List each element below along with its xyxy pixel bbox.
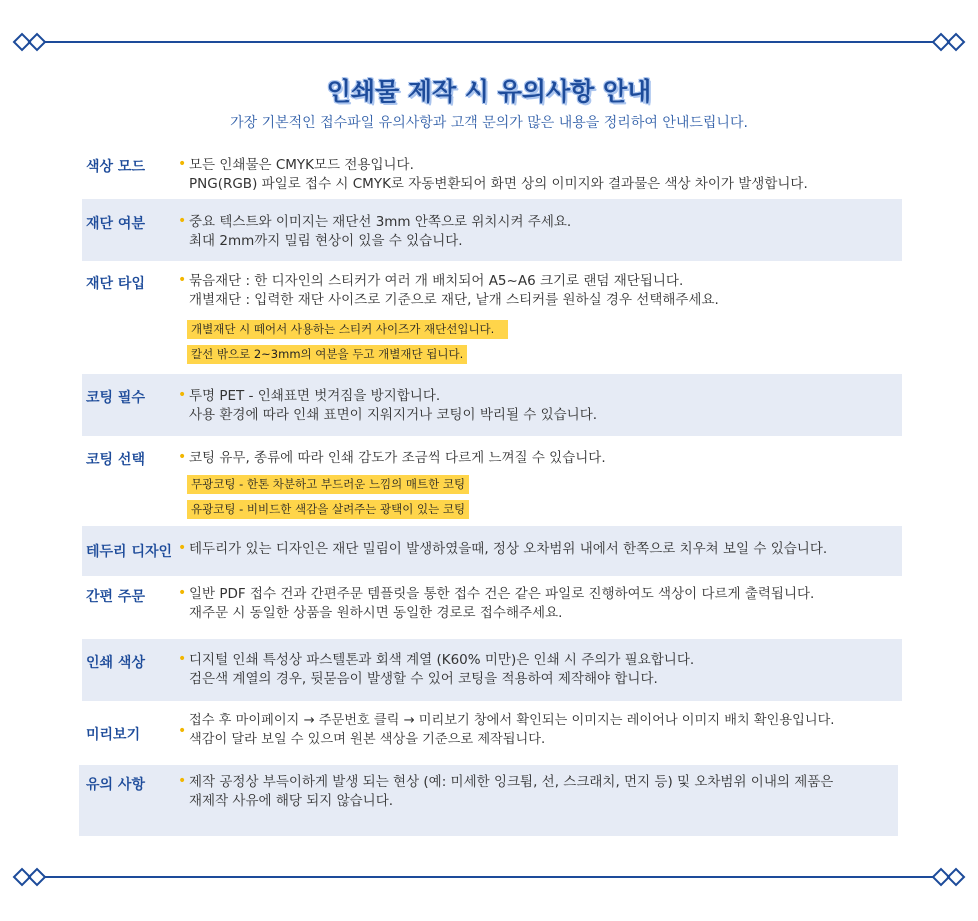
highlight-note: 개별재단 시 떼어서 사용하는 스티커 사이즈가 재단선입니다. (187, 320, 508, 339)
section-label: 테두리 디자인 (86, 544, 173, 560)
section-label: 재단 타입 (86, 276, 145, 292)
highlight-note: 칼선 밖으로 2~3mm의 여분을 두고 개별재단 됩니다. (187, 345, 467, 364)
section-text: 개별재단 : 입력한 재단 사이즈로 기준으로 재단, 낱개 스티커를 원하실 경우 선택해주세요. (189, 292, 719, 308)
section-border-design (82, 526, 902, 576)
bullet-icon: • (178, 156, 187, 172)
section-text: 일반 PDF 접수 건과 간편주문 템플릿을 통한 접수 건은 같은 파일로 진행하여도 색상이 다르게 출력됩니다. (189, 586, 815, 602)
bottom-divider (0, 866, 978, 888)
bullet-icon: • (178, 213, 187, 229)
section-label: 미리보기 (86, 727, 141, 743)
bullet-icon: • (178, 585, 187, 601)
section-label: 유의 사항 (86, 777, 145, 793)
section-text: 제작 공정상 부득이하게 발생 되는 현상 (예: 미세한 잉크튐, 선, 스크래치, 먼지 등) 및 오차범위 이내의 제품은 (189, 774, 834, 790)
section-text: 재주문 시 동일한 상품을 원하시면 동일한 경로로 접수해주세요. (189, 605, 563, 621)
section-text: 재제작 사유에 해당 되지 않습니다. (189, 793, 394, 809)
highlight-note: 무광코팅 - 한톤 차분하고 부드러운 느낌의 매트한 코팅 (187, 475, 469, 494)
section-color-mode (82, 146, 902, 196)
section-text: 디지털 인쇄 특성상 파스텔톤과 회색 계열 (K60% 미만)은 인쇄 시 주의가 필요합니다. (189, 652, 695, 668)
section-label: 코팅 선택 (86, 452, 145, 468)
section-text: 색감이 달라 보일 수 있으며 원본 색상을 기준으로 제작됩니다. (189, 732, 546, 747)
section-label: 간편 주문 (86, 589, 145, 605)
section-quick-order (82, 577, 902, 635)
section-bleed (82, 199, 902, 261)
highlight-note: 유광코팅 - 비비드한 색감을 살려주는 광택이 있는 코팅 (187, 500, 469, 519)
top-divider (0, 31, 978, 53)
section-preview (82, 703, 902, 761)
bullet-icon: • (178, 540, 187, 556)
section-cut-type (82, 263, 902, 371)
bullet-icon: • (178, 272, 187, 288)
page-title: 인쇄물 제작 시 유의사항 안내 (326, 77, 652, 106)
section-text: 중요 텍스트와 이미지는 재단선 3mm 안쪽으로 위치시켜 주세요. (189, 214, 572, 230)
bullet-icon: • (178, 773, 187, 789)
page-subtitle: 가장 기본적인 접수파일 유의사항과 고객 문의가 많은 내용을 정리하여 안내드립니다. (230, 115, 748, 131)
section-text: 코팅 유무, 종류에 따라 인쇄 감도가 조금씩 다르게 느껴질 수 있습니다. (189, 450, 606, 466)
section-text: 테두리가 있는 디자인은 재단 밀림이 발생하였을때, 정상 오차범위 내에서 한쪽으로 치우쳐 보일 수 있습니다. (189, 541, 828, 557)
bullet-icon: • (178, 651, 187, 667)
section-label: 재단 여분 (86, 216, 145, 232)
section-coating-option (82, 438, 902, 522)
bullet-icon: • (178, 723, 187, 739)
section-label: 코팅 필수 (86, 390, 145, 406)
section-text: 모든 인쇄물은 CMYK모드 전용입니다. (189, 157, 414, 173)
section-label: 인쇄 색상 (86, 655, 145, 671)
section-coating-required (82, 374, 902, 436)
section-text: PNG(RGB) 파일로 접수 시 CMYK로 자동변환되어 화면 상의 이미지와 결과물은 색상 차이가 발생합니다. (189, 176, 808, 192)
section-text: 묶음재단 : 한 디자인의 스티커가 여러 개 배치되어 A5~A6 크기로 랜덤 재단됩니다. (189, 273, 684, 289)
section-text: 사용 환경에 따라 인쇄 표면이 지워지거나 코팅이 박리될 수 있습니다. (189, 407, 598, 423)
section-text: 접수 후 마이페이지 → 주문번호 클릭 → 미리보기 창에서 확인되는 이미지는 레이어나 이미지 배치 확인용입니다. (189, 713, 835, 728)
section-text: 투명 PET - 인쇄표면 벗겨짐을 방지합니다. (189, 388, 441, 404)
section-label: 색상 모드 (86, 159, 145, 175)
section-text: 검은색 계열의 경우, 뒷묻음이 발생할 수 있어 코팅을 적용하여 제작해야 합니다. (189, 671, 658, 687)
section-text: 최대 2mm까지 밀림 현상이 있을 수 있습니다. (189, 233, 463, 249)
bullet-icon: • (178, 387, 187, 403)
bullet-icon: • (178, 449, 187, 465)
section-notice (79, 765, 898, 836)
section-print-color (82, 639, 902, 701)
